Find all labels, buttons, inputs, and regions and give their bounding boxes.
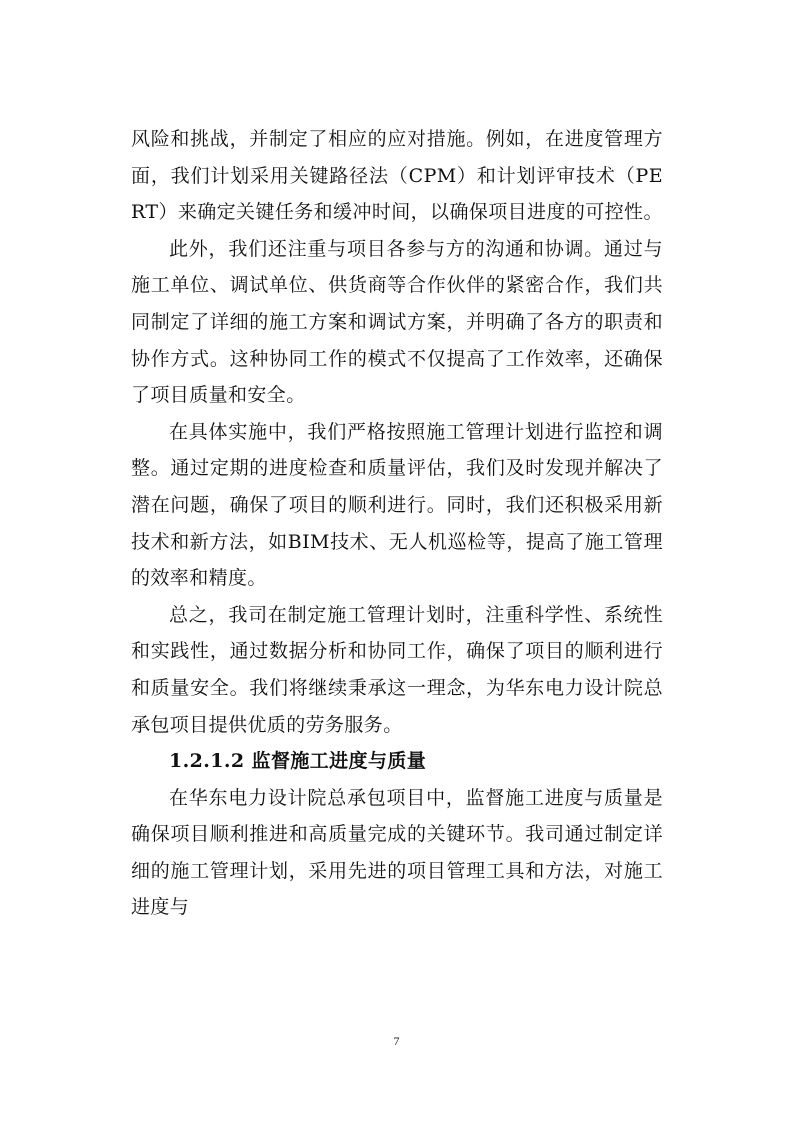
page-content: [131, 121, 663, 926]
section-heading: 1.2.1.2 监督施工进度与质量: [169, 750, 427, 773]
paragraph-summary: 总之，我司在制定施工管理计划时，注重科学性、系统性和实践性，通过数据分析和协同工作，确保了项目的顺利进行和质量安全。我们将继续秉承这一理念，为华东电力设计院总承包项目提供优质的劳务服务。: [131, 603, 663, 736]
paragraph-coordination: 此外，我们还注重与项目各参与方的沟通和协调。通过与施工单位、调试单位、供货商等合作伙伴的紧密合作，我们共同制定了详细的施工方案和调试方案，并明确了各方的职责和协作方式。这种协同工作的模式不仅提高了工作效率，还确保了项目质量和安全。: [131, 237, 663, 407]
paragraph-continued: 风险和挑战，并制定了相应的应对措施。例如，在进度管理方面，我们计划采用关键路径法（CPM）和计划评审技术（PERT）来确定关键任务和缓冲时间，以确保项目进度的可控性。: [131, 128, 663, 224]
paragraph-implementation: 在具体实施中，我们严格按照施工管理计划进行监控和调整。通过定期的进度检查和质量评估，我们及时发现并解决了潜在问题，确保了项目的顺利进行。同时，我们还积极采用新技术和新方法，如BIM技术、无人机巡检等，提高了施工管理的效率和精度。: [131, 420, 663, 590]
page-number: 7: [393, 1034, 400, 1048]
paragraph-supervision: 在华东电力设计院总承包项目中，监督施工进度与质量是确保项目顺利推进和高质量完成的关键环节。我司通过制定详细的施工管理计划，采用先进的项目管理工具和方法，对施工进度与: [131, 786, 663, 919]
